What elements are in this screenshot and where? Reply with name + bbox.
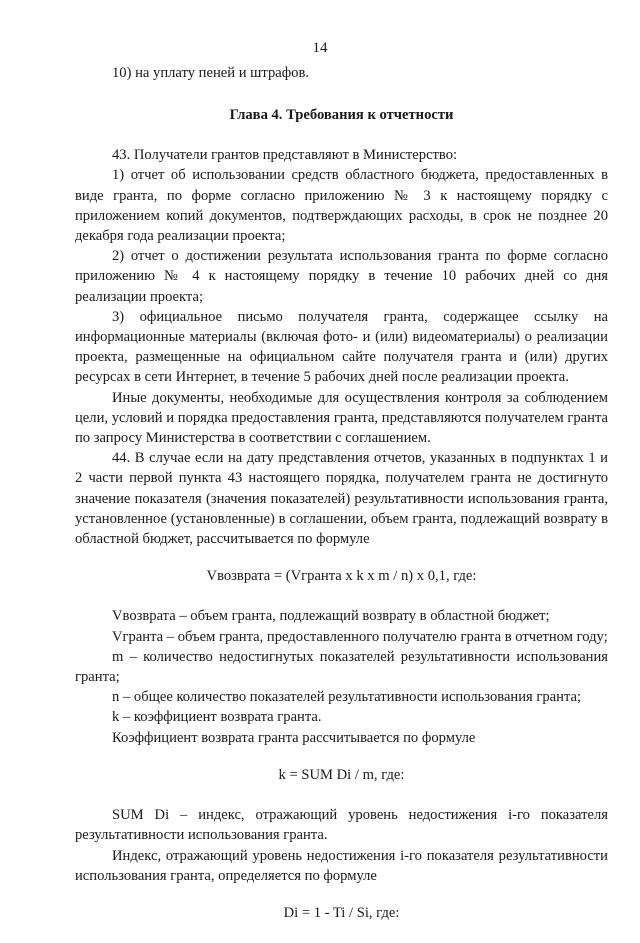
paragraph-43-item-1: 1) отчет об использовании средств областного бюджета, предоставленных в виде гранта, по форме согласно приложению № 3 к настоящему порядку с приложением копий документов, подтверждающих расходы, в срок не позднее 20 декабря года реализации проекта;	[75, 167, 608, 245]
definition-v-refund: Vвозврата – объем гранта, подлежащий возврату в областной бюджет;	[112, 608, 550, 625]
item-10-text: 10) на уплату пеней и штрафов.	[112, 65, 310, 81]
definition-sum-di: SUM Di – индекс, отражающий уровень недостижения i-го показателя результативности использования гранта.	[75, 807, 608, 844]
formula-refund-volume: Vвозврата = (Vгранта x k x m / n) x 0,1, где:	[206, 568, 477, 585]
paragraph-other-documents: Иные документы, необходимые для осуществления контроля за соблюдением цели, условий и порядка предоставления гранта, представляются получателем гранта по запросу Министерства в соответствии с соглашением.	[75, 389, 608, 447]
definition-k: k – коэффициент возврата гранта.	[112, 709, 322, 726]
paragraph-43-item-3: 3) официальное письмо получателя гранта, содержащее ссылку на информационные материалы (включая фото- и (или) видеоматериалы) о реализации проекта, размещенные на официальном сайте получателя гранта и (или) других ресурсах в сети Интернет, в течение 5 рабочих дней после реализации проекта.	[75, 308, 608, 386]
chapter-title: Глава 4. Требования к отчетности	[229, 107, 454, 124]
paragraph-43-intro: 43. Получатели грантов представляют в Министерство:	[112, 147, 458, 164]
paragraph-k-formula-intro: Коэффициент возврата гранта рассчитывается по формуле	[112, 729, 476, 746]
definition-m: m – количество недостигнутых показателей результативности использования гранта;	[75, 648, 608, 686]
formula-coefficient-k: k = SUM Di / m, где:	[278, 766, 405, 783]
paragraph-43-item-2: 2) отчет о достижении результата использования гранта по форме согласно приложению № 4 к настоящему порядку в течение 10 рабочих дней со дня реализации проекта;	[75, 248, 608, 305]
definition-n: n – общее количество показателей результативности использования гранта;	[112, 689, 582, 706]
paragraph-44: 44. В случае если на дату представления отчетов, указанных в подпунктах 1 и 2 части первой пункта 43 настоящего порядка, получателем гранта не достигнуто значение показателя (значения показателей) результативности использования гранта, установленное (установленные) в соглашении, объем гранта, подлежащий возврату в областной бюджет, рассчитывается по формуле	[75, 450, 608, 548]
formula-index-di: Di = 1 - Ti / Si, где:	[283, 904, 400, 921]
definition-v-grant: Vгранта – объем гранта, предоставленного получателю гранта в отчетном году;	[112, 628, 608, 645]
page-number: 14	[312, 40, 328, 56]
paragraph-di-formula-intro: Индекс, отражающий уровень недостижения i-го показателя результативности использования гранта, определяется по формуле	[75, 847, 608, 884]
document-body	[75, 63, 608, 943]
